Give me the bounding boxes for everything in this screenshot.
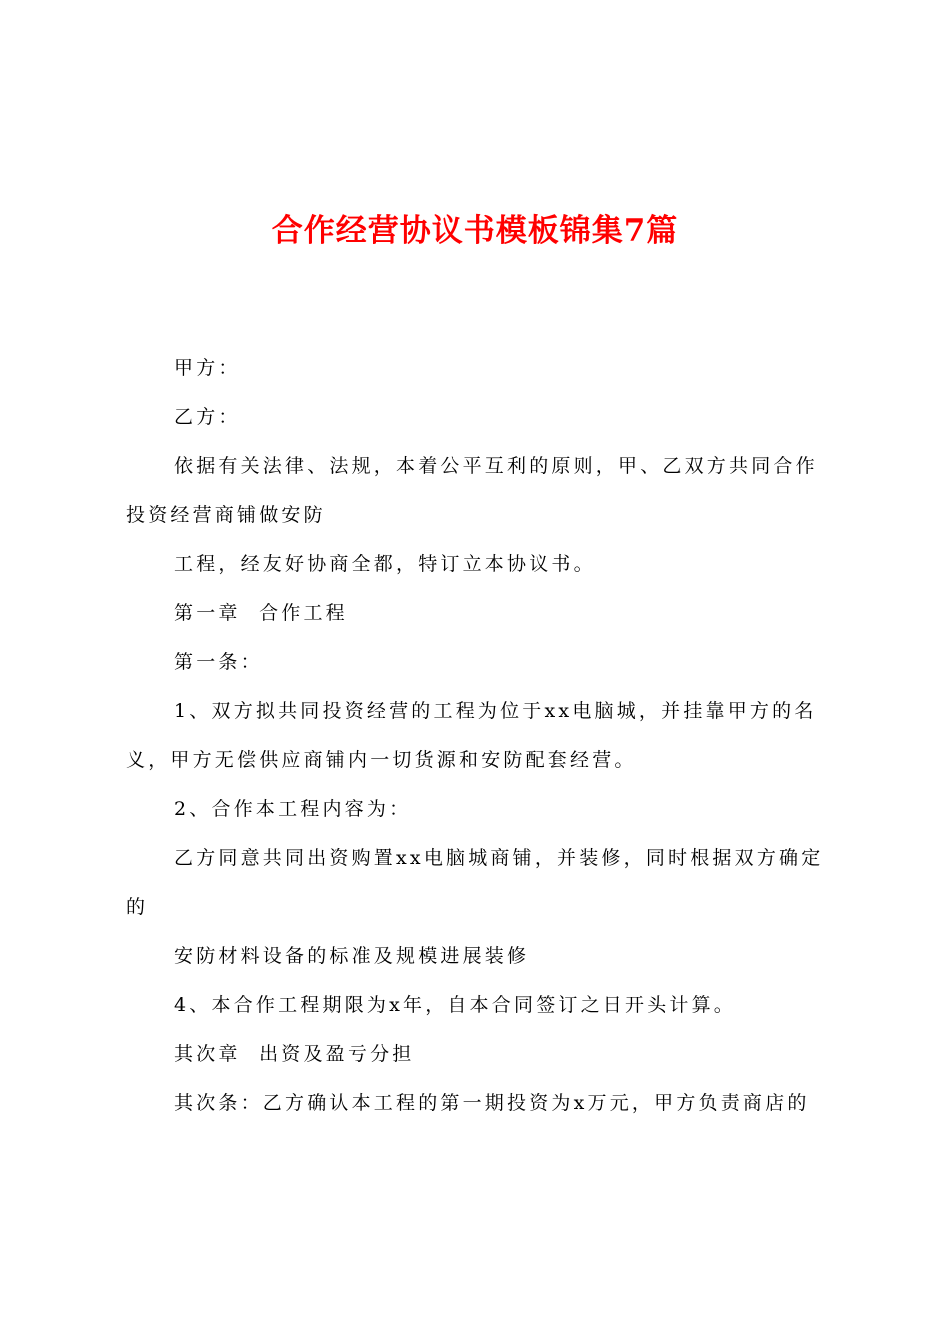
paragraph-preamble-cont: 工程，经友好协商全都，特订立本协议书。 bbox=[174, 553, 596, 575]
document-body bbox=[126, 344, 832, 1128]
paragraph-content: 乙方同意共同出资购置xx电脑城商铺，并装修，同时根据双方确定的 bbox=[126, 847, 824, 918]
article-heading-1: 第一条： bbox=[174, 651, 263, 673]
chapter-heading-1: 第一章 合作工程 bbox=[174, 602, 348, 624]
paragraph-party-a: 甲方： bbox=[174, 357, 241, 379]
paragraph-party-b: 乙方： bbox=[174, 406, 241, 428]
chapter-heading-2: 其次章 出资及盈亏分担 bbox=[174, 1043, 415, 1065]
paragraph-item-1: 1、双方拟共同投资经营的工程为位于xx电脑城，并挂靠甲方的名义，甲方无偿供应商铺内一切货源和安防配套经营。 bbox=[126, 700, 817, 771]
paragraph-content-cont: 安防材料设备的标准及规模进展装修 bbox=[174, 945, 530, 967]
article-heading-2: 其次条：乙方确认本工程的第一期投资为x万元，甲方负责商店的 bbox=[174, 1092, 810, 1114]
paragraph-item-2: 2、合作本工程内容为： bbox=[174, 798, 412, 820]
paragraph-preamble: 依据有关法律、法规，本着公平互利的原则，甲、乙双方共同合作投资经营商铺做安防 bbox=[126, 455, 818, 526]
document-title: 合作经营协议书模板锦集7篇 bbox=[271, 213, 679, 249]
paragraph-item-4: 4、本合作工程期限为x年，自本合同签订之日开头计算。 bbox=[174, 994, 737, 1016]
